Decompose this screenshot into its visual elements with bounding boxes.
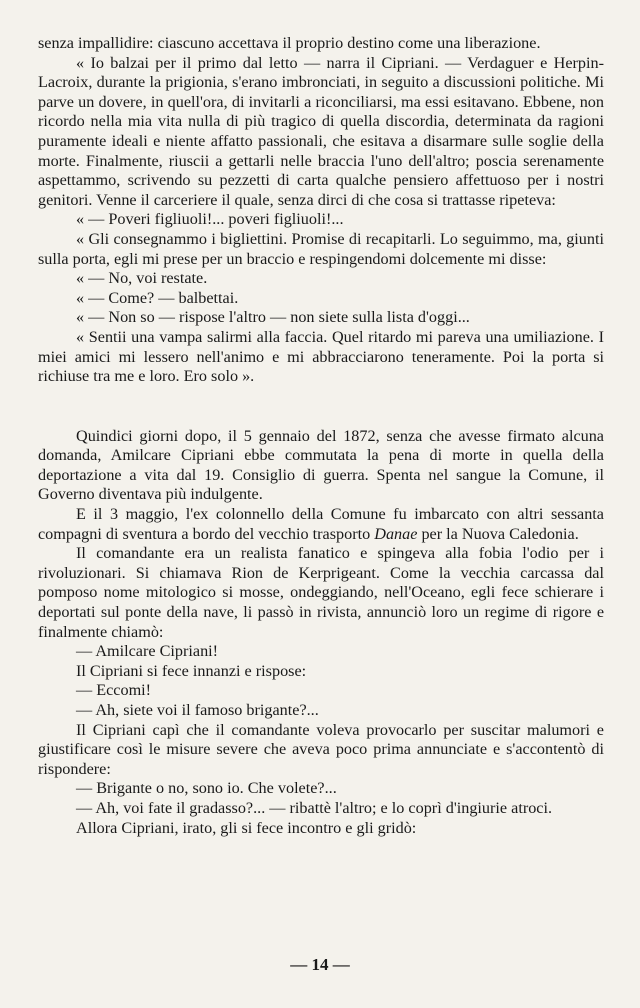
page-number: — 14 — [290, 955, 350, 974]
ship-name: Danae [374, 524, 418, 543]
paragraph: « — Come? — balbettai. [76, 288, 239, 307]
paragraph: Il Cipriani capì che il comandante voleva provocarlo per suscitar malumori e giustificare così le misure severe che aveva poco prima annunciate e s'accontentò di rispondere: [38, 720, 604, 778]
paragraph: « — Non so — rispose l'altro — non siete sulla lista d'oggi... [76, 308, 470, 327]
paragraph: Il comandante era un realista fanatico e spingeva alla fobia l'odio per i rivoluzionari. Si chiamava Rion de Kerprigeant. Come la vecchia carcassa dal pomposo nome mitologico si mosse, ondeggiando, nell'Oceano, egli fece schierare i deportati sul ponte della nave, li passò in rivista, annunciò loro un regime di rigore e finalmente chiamò: [38, 544, 604, 641]
paragraph: — Amilcare Cipriani! [76, 642, 219, 661]
paragraph: Allora Cipriani, irato, gli si fece incontro e gli gridò: [76, 818, 417, 837]
paragraph: « Io balzai per il primo dal letto — narra il Cipriani. — Verdaguer e Herpin-Lacroix, durante la prigionia, s'erano imbronciati, in seguito a discussioni politiche. Mi parve un dovere, in quell'ora, di invitarli a riconciliarsi, ma essi esitavano. Ebbene, non ricordo nella mia vita nulla di più tragico di quella discordia, determinata da ragioni puramente ideali e niente affatto passionali, che esitava a disarmare sulle soglie della morte. Finalmente, riuscii a gettarli nelle braccia l'uno dell'altro; poscia serenamente aspettammo, scrivendo su pezzetti di carta qualche pensiero affettuoso per i nostri genitori. Venne il carceriere il quale, senza dirci di che cosa si trattasse ripeteva: [38, 53, 604, 209]
text-block-part1 [38, 34, 604, 387]
paragraph: — Ah, voi fate il gradasso?... — ribattè l'altro; e lo coprì d'ingiurie atroci. [76, 798, 553, 817]
paragraph-text: per la Nuova Caledonia. [417, 524, 579, 543]
paragraph: — Eccomi! [76, 681, 152, 700]
text-block-part2 [38, 427, 604, 838]
paragraph: « Gli consegnammo i bigliettini. Promise di recapitarli. Lo seguimmo, ma, giunti sulla porta, egli mi prese per un braccio e respingendomi dolcemente mi disse: [38, 229, 604, 268]
paragraph: « — No, voi restate. [76, 269, 208, 288]
book-page [38, 34, 604, 838]
section-gap [38, 387, 604, 427]
paragraph: « — Poveri figliuoli!... poveri figliuoli!... [76, 210, 344, 229]
paragraph [38, 505, 604, 544]
paragraph: « Sentii una vampa salirmi alla faccia. Quel ritardo mi pareva una umiliazione. I miei amici mi lessero nell'animo e mi abbracciarono teneramente. Poi la porta si richiuse tra me e loro. Ero solo ». [38, 327, 604, 386]
paragraph-text: E il 3 maggio, l'ex colonnello della Comune fu imbarcato con altri sessanta compagni di sventura a bordo del vecchio trasporto [38, 505, 604, 543]
paragraph: Il Cipriani si fece innanzi e rispose: [76, 661, 307, 680]
paragraph: Quindici giorni dopo, il 5 gennaio del 1872, senza che avesse firmato alcuna domanda, Amilcare Cipriani ebbe commutata la pena di morte in quella della deportazione a vita dal 19. Consiglio di guerra. Spenta nel sangue la Comune, il Governo diventava più indulgente. [38, 426, 604, 504]
paragraph: senza impallidire: ciascuno accettava il proprio destino come una liberazione. [38, 34, 541, 52]
paragraph: — Brigante o no, sono io. Che volete?... [76, 779, 337, 798]
paragraph: — Ah, siete voi il famoso brigante?... [76, 701, 319, 719]
